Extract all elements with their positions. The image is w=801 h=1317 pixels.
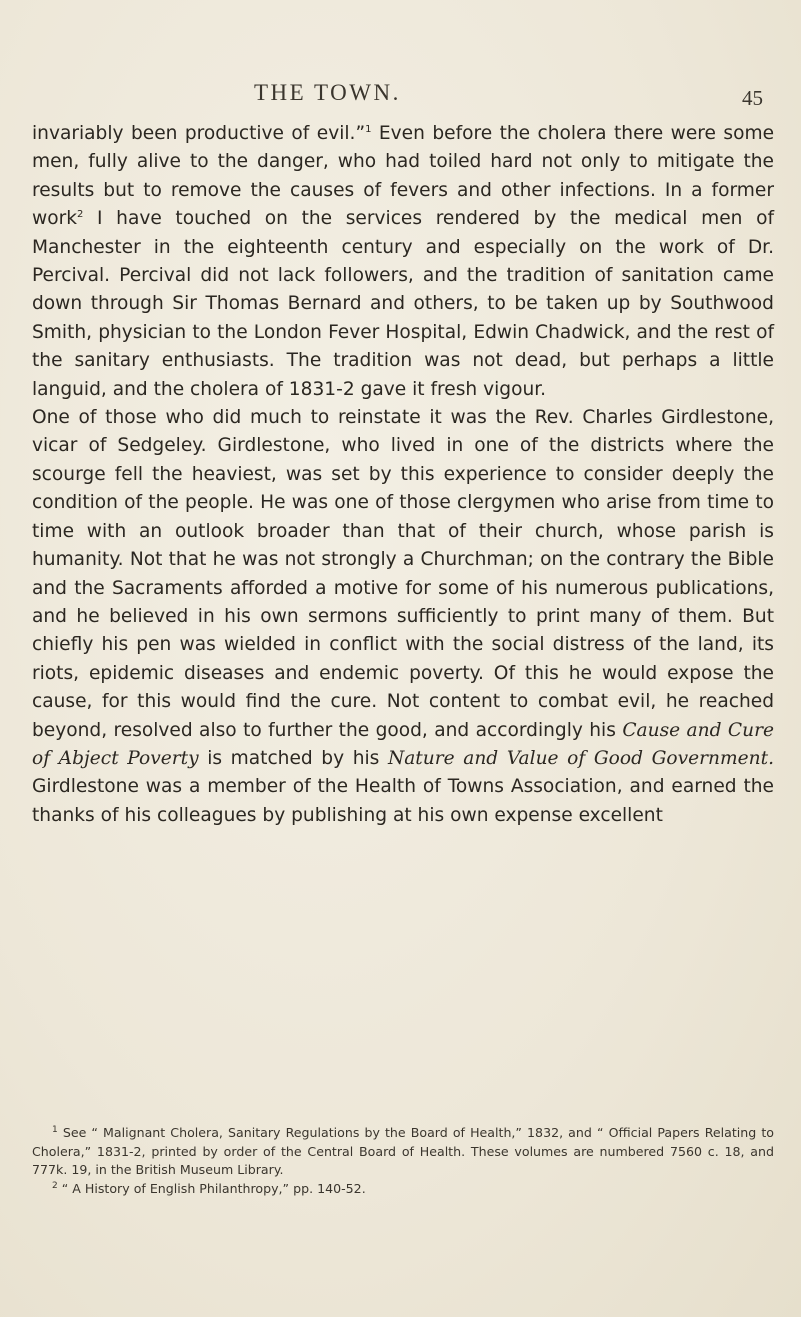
footnote-ref-2: 2	[77, 209, 84, 221]
footnotes	[32, 1124, 774, 1198]
footnote-1	[32, 1124, 774, 1180]
book-title-nature-and-value: Nature and Value of Good Government.	[387, 747, 774, 769]
paragraph-2-part-c: Girdlestone was a member of the Health of Towns Association, and earned the thanks of his colleagues by publishing at his own expense excellent	[32, 776, 774, 826]
main-text	[32, 120, 774, 830]
paragraph-1-part-a: invariably been productive of evil.”	[32, 123, 366, 144]
paragraph-2-part-a: One of those who did much to reinstate it was the Rev. Charles Girdlestone, vicar of Sedgeley. Girdlestone, who lived in one of the districts where the scourge fell the heaviest, was set by this experience to consider deeply the condition of the people. He was one of those clergymen who arise from time to time with an outlook broader than that of their church, whose parish is humanity. Not that he was not strongly a Churchman; on the contrary the Bible and the Sacraments afforded a motive for some of his numerous publications, and he believed in his own sermons sufficiently to print many of them. But chiefly his pen was wielded in conflict with the social distress of the land, its riots, epidemic diseases and endemic poverty. Of this he would expose the cause, for this would find the cure. Not content to combat evil, he reached beyond, resolved also to further the good, and accordingly his	[32, 407, 774, 741]
footnote-1-mark: 1	[52, 1124, 58, 1135]
paragraph-2-part-b: is matched by his	[198, 747, 388, 769]
page-header	[0, 80, 801, 110]
footnote-2	[32, 1180, 774, 1199]
footnote-ref-1: 1	[365, 123, 372, 135]
paragraph-1-part-c: I have touched on the services rendered by the medical men of Manchester in the eighteenth century and especially on the work of Dr. Percival. Percival did not lack followers, and the tradition of sanitation came down through Sir Thomas Bernard and others, to be taken up by Southwood Smith, physician to the London Fever Hospital, Edwin Chadwick, and the rest of the sanitary enthusiasts. The tradition was not dead, but perhaps a little languid, and the cholera of 1831-2 gave it fresh vigour.	[32, 208, 774, 400]
paragraph-1-part-b: Even before the cholera there were some men, fully alive to the danger, who had toiled hard not only to mitigate the results but to remove the causes of fevers and other infections. In a former work	[32, 123, 775, 230]
footnote-2-mark: 2	[52, 1180, 58, 1191]
running-head: THE TOWN.	[254, 80, 401, 105]
footnote-2-text: “ A History of English Philanthropy,” pp. 140-52.	[57, 1180, 366, 1196]
paragraph-1	[32, 120, 774, 404]
page-number: 45	[742, 86, 763, 110]
paragraph-2	[32, 404, 774, 830]
footnote-1-text: See “ Malignant Cholera, Sanitary Regulations by the Board of Health,” 1832, and “ Official Papers Relating to Cholera,” 1831-2, printed by order of the Central Board of Health. These volumes are numbered 7560 c. 18, and 777k. 19, in the British Museum Library.	[32, 1125, 774, 1178]
book-title-cause-and-cure: Cause and Cure of Abject Poverty	[32, 719, 774, 769]
